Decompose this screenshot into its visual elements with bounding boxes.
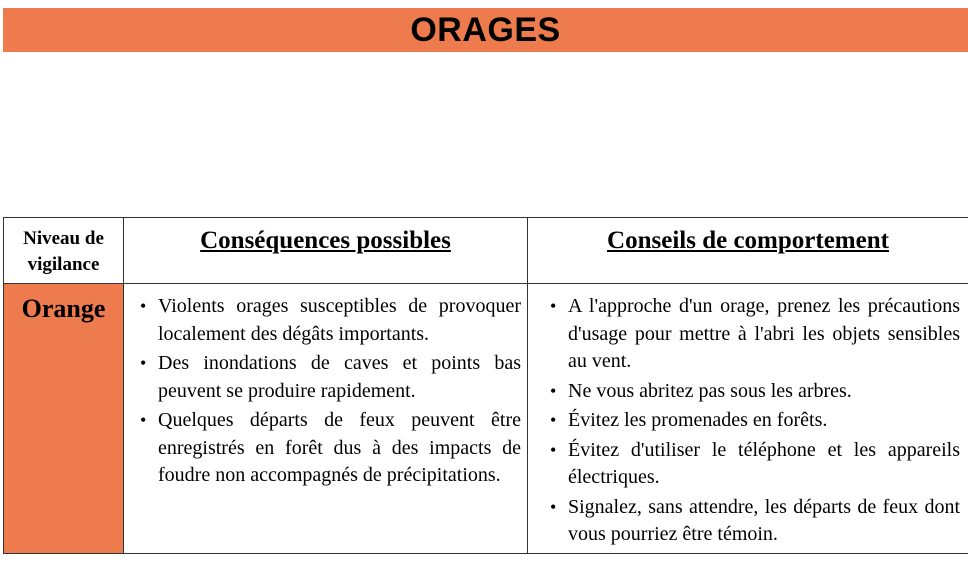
bullet-icon: • [140,353,147,373]
bullet-icon: • [550,410,557,430]
level-value: Orange [21,294,106,323]
bullet-icon: • [140,296,147,316]
level-cell [4,284,124,554]
advice-list [528,284,968,549]
bullet-icon: • [550,380,557,401]
page-title: ORAGES [410,10,561,49]
bullet-icon: • [550,296,557,316]
list-item: • Des inondations de caves et points bas peuvent se produire rapidement. [140,352,521,402]
table-row-orange [4,284,968,554]
bullet-icon: • [550,439,557,460]
bullet-icon: • [550,496,557,517]
list-item: • Violents orages susceptibles de provoquer localement des dégâts importants. [140,295,521,345]
vigilance-table [3,217,968,554]
list-item: • Évitez d'utiliser le téléphone et les appareils électriques. [550,438,960,488]
table-header-row [4,218,968,284]
advice-cell [528,284,968,554]
title-banner [3,8,968,52]
consequences-list [124,284,527,490]
header-advice: Conseils de comportement [528,218,968,284]
list-item: • A l'approche d'un orage, prenez les précautions d'usage pour mettre à l'abri les objets sensibles au vent. [550,295,960,372]
list-item: • Ne vous abritez pas sous les arbres. [550,378,960,406]
list-item: • Quelques départs de feux peuvent être enregistrés en forêt dus à des impacts de foudre non accompagnés de précipitations. [140,409,521,486]
bullet-icon: • [140,410,147,430]
header-level: Niveau de vigilance [4,218,124,284]
consequences-cell [124,284,528,554]
list-item: • Évitez les promenades en forêts. [550,407,960,435]
list-item: • Signalez, sans attendre, les départs de feux dont vous pourriez être témoin. [550,495,960,545]
header-consequences: Conséquences possibles [124,218,528,284]
